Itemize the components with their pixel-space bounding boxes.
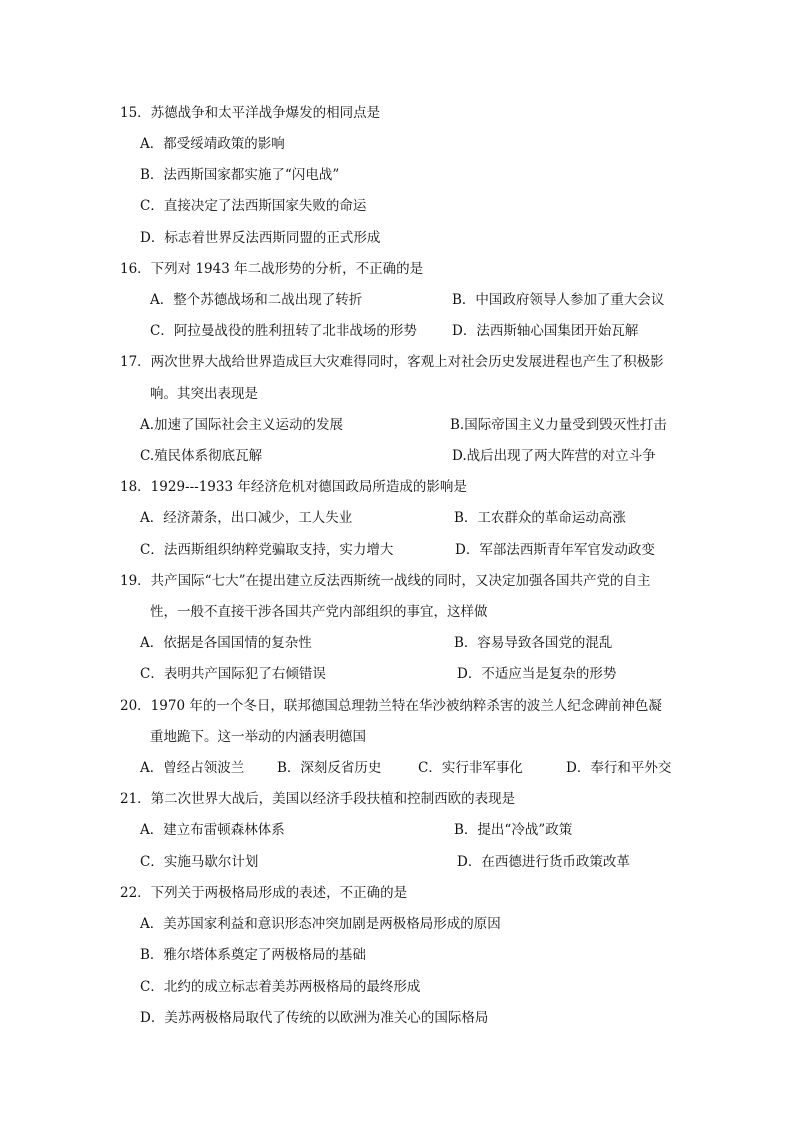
question-18-option-c: C．法西斯组织纳粹党骗取支持，实力增大 [140,542,394,558]
question-15-option-b: B．法西斯国家都实施了“闪电战” [140,167,340,183]
question-17-option-c: C.殖民体系彻底瓦解 [140,448,263,464]
question-22-option-c: C．北约的成立标志着美苏两极格局的最终形成 [140,979,421,995]
question-21-option-c: C．实施马歇尔计划 [140,854,259,870]
question-18-stem: 18．1929---1933 年经济危机对德国政局所造成的影响是 [120,479,467,495]
question-17-option-a: A.加速了国际社会主义运动的发展 [140,417,344,433]
question-15-option-a: A．都受绥靖政策的影响 [140,136,285,152]
question-20-option-c: C．实行非军事化 [418,760,523,776]
question-22-option-d: D．美苏两极格局取代了传统的以欧洲为准关心的国际格局 [140,1010,489,1026]
question-16-option-a: A．整个苏德战场和二战出现了转折 [150,292,363,308]
question-20-stem-continued: 重地跪下。这一举动的内涵表明德国 [150,729,366,745]
question-17-stem-continued: 响。其突出表现是 [150,386,258,402]
question-16-option-d: D．法西斯轴心国集团开始瓦解 [452,323,639,339]
question-17-option-b: B.国际帝国主义力量受到毁灭性打击 [450,417,667,433]
question-16-option-c: C．阿拉曼战役的胜利扭转了北非战场的形势 [150,323,417,339]
question-15-stem: 15．苏德战争和太平洋战争爆发的相同点是 [120,105,381,121]
question-20-option-b: B．深刻反省历史 [277,760,382,776]
question-19-option-b: B．容易导致各国党的混乱 [454,635,613,651]
question-18-option-a: A．经济萧条，出口减少，工人失业 [140,510,353,526]
question-19-option-a: A．依据是各国国情的复杂性 [140,635,312,651]
question-17-stem: 17．两次世界大战给世界造成巨大灾难得同时，客观上对社会历史发展进程也产生了积极影 [120,354,664,370]
question-20-option-a: A．曾经占领波兰 [140,760,245,776]
question-22-option-b: B．雅尔塔体系奠定了两极格局的基础 [140,947,366,963]
question-16-stem: 16．下列对 1943 年二战形势的分析，不正确的是 [120,261,424,277]
question-15-option-c: C．直接决定了法西斯国家失败的命运 [140,198,367,214]
question-19-option-c: C．表明共产国际犯了右倾错误 [140,666,326,682]
question-22-stem: 22．下列关于两极格局形成的表述，不正确的是 [120,885,408,901]
question-21-option-a: A．建立布雷顿森林体系 [140,822,285,838]
question-18-option-d: D．军部法西斯青年军官发动政变 [455,542,655,558]
question-20-stem: 20．1970 年的一个冬日，联邦德国总理勃兰特在华沙被纳粹杀害的波兰人纪念碑前神色凝 [120,698,662,714]
question-17-option-d: D.战后出现了两大阵营的对立斗争 [452,448,656,464]
question-21-stem: 21．第二次世界大战后，美国以经济手段扶植和控制西欧的表现是 [120,791,516,807]
question-21-option-b: B．提出“冷战”政策 [454,822,573,838]
question-19-stem-continued: 性，一般不直接干涉各国共产党内部组织的事宜，这样做 [150,604,488,620]
question-21-option-d: D．在西德进行货币政策改革 [457,854,630,870]
question-19-option-d: D．不适应当是复杂的形势 [457,666,617,682]
question-20-option-d: D．奉行和平外交 [566,760,672,776]
question-18-option-b: B．工农群众的革命运动高涨 [454,510,626,526]
question-22-option-a: A．美苏国家利益和意识形态冲突加剧是两极格局形成的原因 [140,916,501,932]
question-15-option-d: D．标志着世界反法西斯同盟的正式形成 [140,230,381,246]
question-16-option-b: B．中国政府领导人参加了重大会议 [452,292,665,308]
question-19-stem: 19．共产国际“七大”在提出建立反法西斯统一战线的同时，又决定加强各国共产党的自主 [120,573,651,589]
